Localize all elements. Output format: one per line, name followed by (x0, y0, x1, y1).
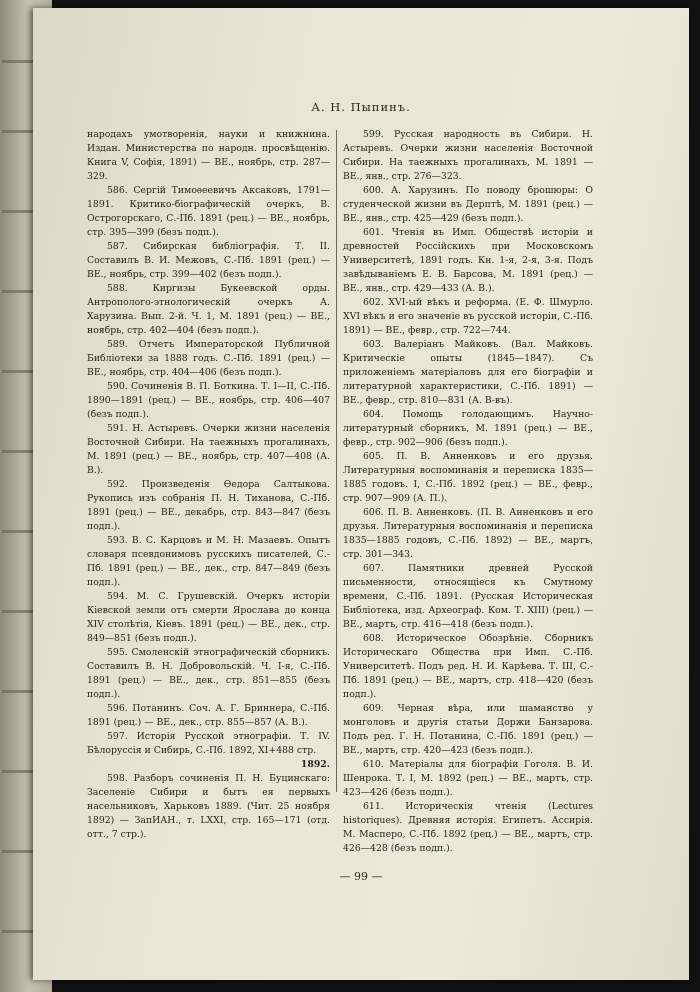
entry-609: 609. Черная вѣра, или шаманство у монголовъ и другія статьи Доржи Банзарова. Подъ ред. Г. Н. Потанина, С.-Пб. 1891 (рец.) — ВЕ., мартъ, стр. 420—423 (безъ подп.). (343, 703, 593, 756)
column-divider (336, 130, 337, 792)
entry-594: 594. М. С. Грушевскій. Очеркъ исторіи Кіевской земли отъ смерти Ярослава до конца XIV столѣтія, Кіевъ. 1891 (рец.) — ВЕ., дек., стр. 849—851 (безъ подп.). (87, 591, 330, 644)
entry-602: 602. XVI-ый вѣкъ и реформа. (Е. Ф. Шмурло. XVI вѣкъ и его значеніе въ русской исторіи, С.-Пб. 1891) — ВЕ., февр., стр. 722—744. (343, 297, 593, 336)
entry-589: 589. Отчетъ Императорской Публичной Библіотеки за 1888 годъ. С.-Пб. 1891 (рец.) — ВЕ., ноябрь, стр. 404—406 (безъ подп.). (87, 339, 330, 378)
entry-continuation: народахъ умотворенія, науки и книжнина. Издан. Министерства по народн. просвѣщенію. Книга V, Софія, 1891) — ВЕ., ноябрь, стр. 287—329. (87, 129, 330, 182)
entry-610: 610. Матеріалы для біографіи Гоголя. В. И. Шенрока. Т. I, М. 1892 (рец.) — ВЕ., мартъ, стр. 423—426 (безъ подп.). (343, 759, 593, 798)
entry-591: 591. Н. Астыревъ. Очерки жизни населенія Восточной Сибири. На таежныхъ прогалинахъ, М. 1891 (рец.) — ВЕ., ноябрь, стр. 407—408 (А. В.). (87, 423, 330, 476)
entry-593: 593. В. С. Карцовъ и М. Н. Мазаевъ. Опытъ словаря псевдонимовъ русскихъ писателей, С.-Пб. 1891 (рец.) — ВЕ., дек., стр. 847—849 (безъ подп.). (87, 535, 330, 588)
entry-592: 592. Произведенія Ѳедора Салтыкова. Рукопись изъ собранія П. Н. Тиханова, С.-Пб. 1891 (рец.) — ВЕ., декабрь, стр. 843—847 (безъ подп.). (87, 479, 330, 532)
entry-604: 604. Помощь голодающимъ. Научно-литературный сборникъ, М. 1891 (рец.) — ВЕ., февр., стр. 902—906 (безъ подп.). (343, 409, 593, 448)
entry-586: 586. Сергій Тимоѳеевичъ Аксаковъ, 1791—1891. Критико-біографическій очеркъ, В. Острогорскаго, С.-Пб. 1891 (рец.) — ВЕ., ноябрь, стр. 395—399 (безъ подп.). (87, 185, 330, 238)
page-number: — 99 — (339, 870, 383, 883)
entry-608: 608. Историческое Обозрѣніе. Сборникъ Историческаго Общества при Имп. С.-Пб. Университетѣ. Подъ ред. Н. И. Карѣева. Т. III, С.-Пб. 1891 (рец.) — ВЕ., мартъ, стр. 418—420 (безъ подп.). (343, 633, 593, 700)
entry-587: 587. Сибирская библіографія. Т. II. Составилъ В. И. Межовъ, С.-Пб. 1891 (рец.) — ВЕ., ноябрь, стр. 399—402 (безъ подп.). (87, 241, 330, 280)
entry-606: 606. П. В. Анненковъ. (П. В. Анненковъ и его друзья. Литературныя воспоминанія и переписка 1835—1885 годовъ, С.-Пб. 1892) — ВЕ., мартъ, стр. 301—343. (343, 507, 593, 560)
entry-597: 597. Исторія Русской этнографіи. Т. IV. Бѣлоруссія и Сибирь, С.-Пб. 1892, XI+488 стр. (87, 731, 330, 756)
entry-596: 596. Потанинъ. Соч. А. Г. Бриннера, С.-Пб. 1891 (рец.) — ВЕ., дек., стр. 855—857 (А. В.). (87, 703, 330, 728)
right-column (343, 128, 593, 854)
entry-601: 601. Чтенія въ Имп. Обществѣ исторіи и древностей Россійскихъ при Московскомъ Университетѣ, 1891 годъ. Кн. 1-я, 2-я, 3-я. Подъ завѣдываніемъ Е. В. Барсова, М. 1891 (рец.) — ВЕ., янв., стр. 429—433 (А. В.). (343, 227, 593, 294)
entry-605: 605. П. В. Анненковъ и его друзья. Литературныя воспоминанія и переписка 1835—1885 годовъ. I, С.-Пб. 1892 (рец.) — ВЕ., февр., стр. 907—909 (А. П.). (343, 451, 593, 504)
entry-607: 607. Памятники древней Русской письменности, относящіеся къ Смутному времени, С.-Пб. 1891. (Русская Историческая Библіотека, изд. Археограф. Ком. Т. XIII) (рец.) — ВЕ., мартъ, стр. 416—418 (безъ подп.). (343, 563, 593, 630)
entry-595: 595. Смоленскій этнографическій сборникъ. Составилъ В. Н. Добровольскій. Ч. I-я, С.-Пб. 1891 (рец.) — ВЕ., дек., стр. 851—855 (безъ подп.). (87, 647, 330, 700)
entry-599: 599. Русская народность въ Сибири. Н. Астыревъ. Очерки жизни населенія Восточной Сибири. На таежныхъ прогалинахъ, М. 1891 — ВЕ., янв., стр. 276—323. (343, 129, 593, 182)
entry-588: 588. Киргизы Букеевской орды. Антропологo-этнологическій очеркъ А. Харузина. Вып. 2-й. Ч. 1, М. 1891 (рец.) — ВЕ., ноябрь, стр. 402—404 (безъ подп.). (87, 283, 330, 336)
entry-590: 590. Сочиненія В. П. Боткина. Т. I—II, С.-Пб. 1890—1891 (рец.) — ВЕ., ноябрь, стр. 406—407 (безъ подп.). (87, 381, 330, 420)
year-heading: 1892. (300, 759, 330, 770)
entry-600: 600. А. Харузинъ. По поводу брошюры: О студенческой жизни въ Дерптѣ, М. 1891 (рец.) — ВЕ., янв., стр. 425—429 (безъ подп.). (343, 185, 593, 224)
entry-603: 603. Валеріанъ Майковъ. (Вал. Майковъ. Критическіе опыты (1845—1847). Съ приложеніемъ матеріаловъ для его біографіи и литературной характеристики, С.-Пб. 1891) — ВЕ., февр., стр. 810—831 (А. В-въ). (343, 339, 593, 406)
running-head: А. Н. Пыпинъ. (311, 100, 411, 114)
entry-611: 611. Историческія чтенія (Lectures historiques). Древняя исторія. Египетъ. Ассирія. М. Масперо, С.-Пб. 1892 (рец.) — ВЕ., мартъ, стр. 426—428 (безъ подп.). (343, 801, 593, 854)
left-column (87, 128, 330, 840)
book-page (33, 8, 689, 980)
entry-598: 598. Разборъ сочиненія П. Н. Буцинскаго: Заселеніе Сибири и бытъ ея первыхъ насельниковъ, Харьковъ 1889. (Чит. 25 ноября 1892) — ЗапИАН., т. LXXI, стр. 165—171 (отд. отт., 7 стр.). (87, 773, 330, 840)
